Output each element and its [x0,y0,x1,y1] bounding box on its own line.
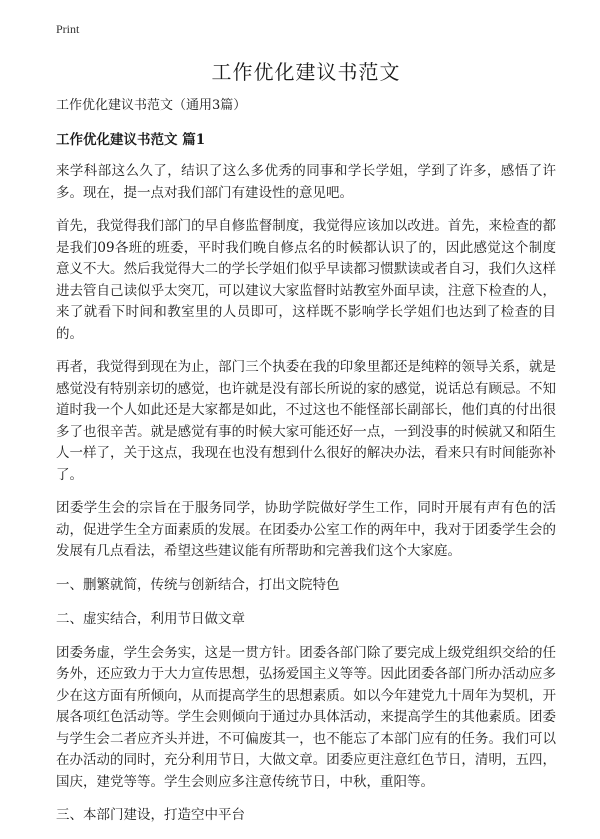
list-item-2: 二、虚实结合，利用节日做文章 [56,610,245,627]
document-title: 工作优化建议书范文 [211,60,401,84]
section-heading: 工作优化建议书范文 篇1 [56,132,206,148]
document-subtitle: 工作优化建议书范文（通用3篇） [56,98,247,113]
print-link[interactable]: Print [56,22,80,36]
paragraph-1: 来学科部这么久了，结识了这么多优秀的同事和学长学姐，学到了许多，感悟了许多。现在，提一点对我们部门有建设性的意见吧。 [56,163,556,201]
list-item-1: 一、删繁就简，传统与创新结合，打出文院特色 [56,576,340,593]
paragraph-2: 首先，我觉得我们部门的早自修监督制度，我觉得应该加以改进。首先，来检查的都是我们09各班的班委，平时我们晚自修点名的时候都认识了的，因此感觉这个制度意义不大。然后我觉得大二的学长学姐们似乎早读都习惯默读或者自习，我们久这样进去管自己读似乎太突兀，可以建议大家监督时站教室外面早读，注意下检查的人，来了就看下时间和教室里的人员即可，这样既不影响学长学姐们也达到了检查的目的。 [56,218,556,342]
paragraph-5: 团委务虚，学生会务实，这是一贯方针。团委各部门除了要完成上级党组织交给的任务外，还应致力于大力宣传思想，弘扬爱国主义等等。因此团委各部门所办活动应多少在这方面有所倾向，从而提高学生的思想素质。如以今年建党九十周年为契机，开展各项红色活动等。学生会则倾向于通过办具体活动，来提高学生的其他素质。团委与学生会二者应齐头并进，不可偏废其一，也不能忘了本部门应有的任务。我们可以在办活动的同时，充分利用节日，大做文章。团委应更注意红色节日，清明，五四，国庆，建党等等。学生会则应多注意传统节日，中秋，重阳等。 [56,644,556,790]
paragraph-3: 再者，我觉得到现在为止，部门三个执委在我的印象里都还是纯粹的领导关系，就是感觉没有特别亲切的感觉，也许就是没有部长所说的家的感觉，说话总有顾忌。不知道时我一个人如此还是大家都是如此，不过这也不能怪部长副部长，他们真的付出很多了也很辛苦。就是感觉有事的时候大家可能还好一点，一到没事的时候就又和陌生人一样了，关于这点，我现在也没有想到什么很好的解决办法，看来只有时间能弥补了。 [56,359,556,483]
list-item-3: 三、本部门建设，打造空中平台 [56,807,245,823]
paragraph-4: 团委学生会的宗旨在于服务同学，协助学院做好学生工作，同时开展有声有色的活动，促进学生全方面素质的发展。在团委办公室工作的两年中，我对于团委学生会的发展有几点看法，希望这些建议能有所帮助和完善我们这个大家庭。 [56,500,556,559]
document-body [56,50,556,839]
